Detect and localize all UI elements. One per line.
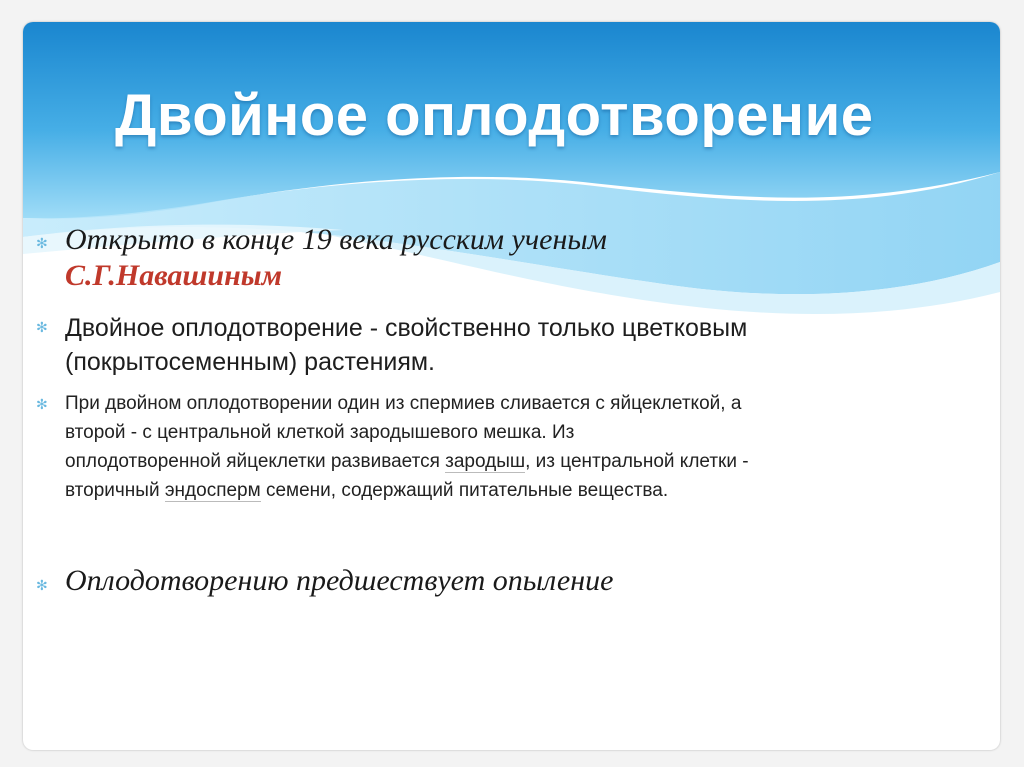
bullet-3-line-4 [65, 476, 985, 505]
bullet-3-line-2: второй - с центральной клеткой зародышевого мешка. Из [65, 422, 575, 443]
bullet-star-icon: ✻ [36, 235, 48, 251]
text-segment: семени, содержащий питательные вещества. [260, 480, 669, 501]
bullet-list [23, 22, 1000, 750]
slide [23, 22, 1000, 750]
bullet-2-line-2: (покрытосеменным) растениям. [65, 348, 436, 376]
bullet-1 [65, 222, 607, 294]
bullet-star-icon: ✻ [36, 577, 48, 593]
bullet-3 [65, 389, 985, 505]
bullet-4: Оплодотворению предшествует опыление [65, 564, 614, 597]
page-title: Двойное оплодотворение [115, 83, 874, 148]
bullet-star-icon: ✻ [36, 396, 48, 412]
text-segment: вторичный [65, 480, 165, 501]
bullet-2 [65, 311, 747, 379]
bullet-2-line-1: Двойное оплодотворение - свойственно только цветковым [65, 314, 748, 342]
scientist-name: С.Г.Навашиным [65, 259, 283, 292]
text-segment: , из центральной клетки - [525, 451, 749, 472]
bullet-1-text: Открыто в конце 19 века русским ученым [65, 223, 607, 256]
link-zarodysh[interactable]: зародыш [445, 451, 526, 472]
text-segment: оплодотворенной яйцеклетки развивается [65, 451, 446, 472]
bullet-star-icon: ✻ [36, 319, 48, 335]
bullet-3-line-1: При двойном оплодотворении один из спермиев сливается с яйцеклеткой, а [65, 393, 742, 414]
bullet-3-line-3 [65, 447, 985, 476]
link-endosperm[interactable]: эндосперм [164, 480, 261, 501]
